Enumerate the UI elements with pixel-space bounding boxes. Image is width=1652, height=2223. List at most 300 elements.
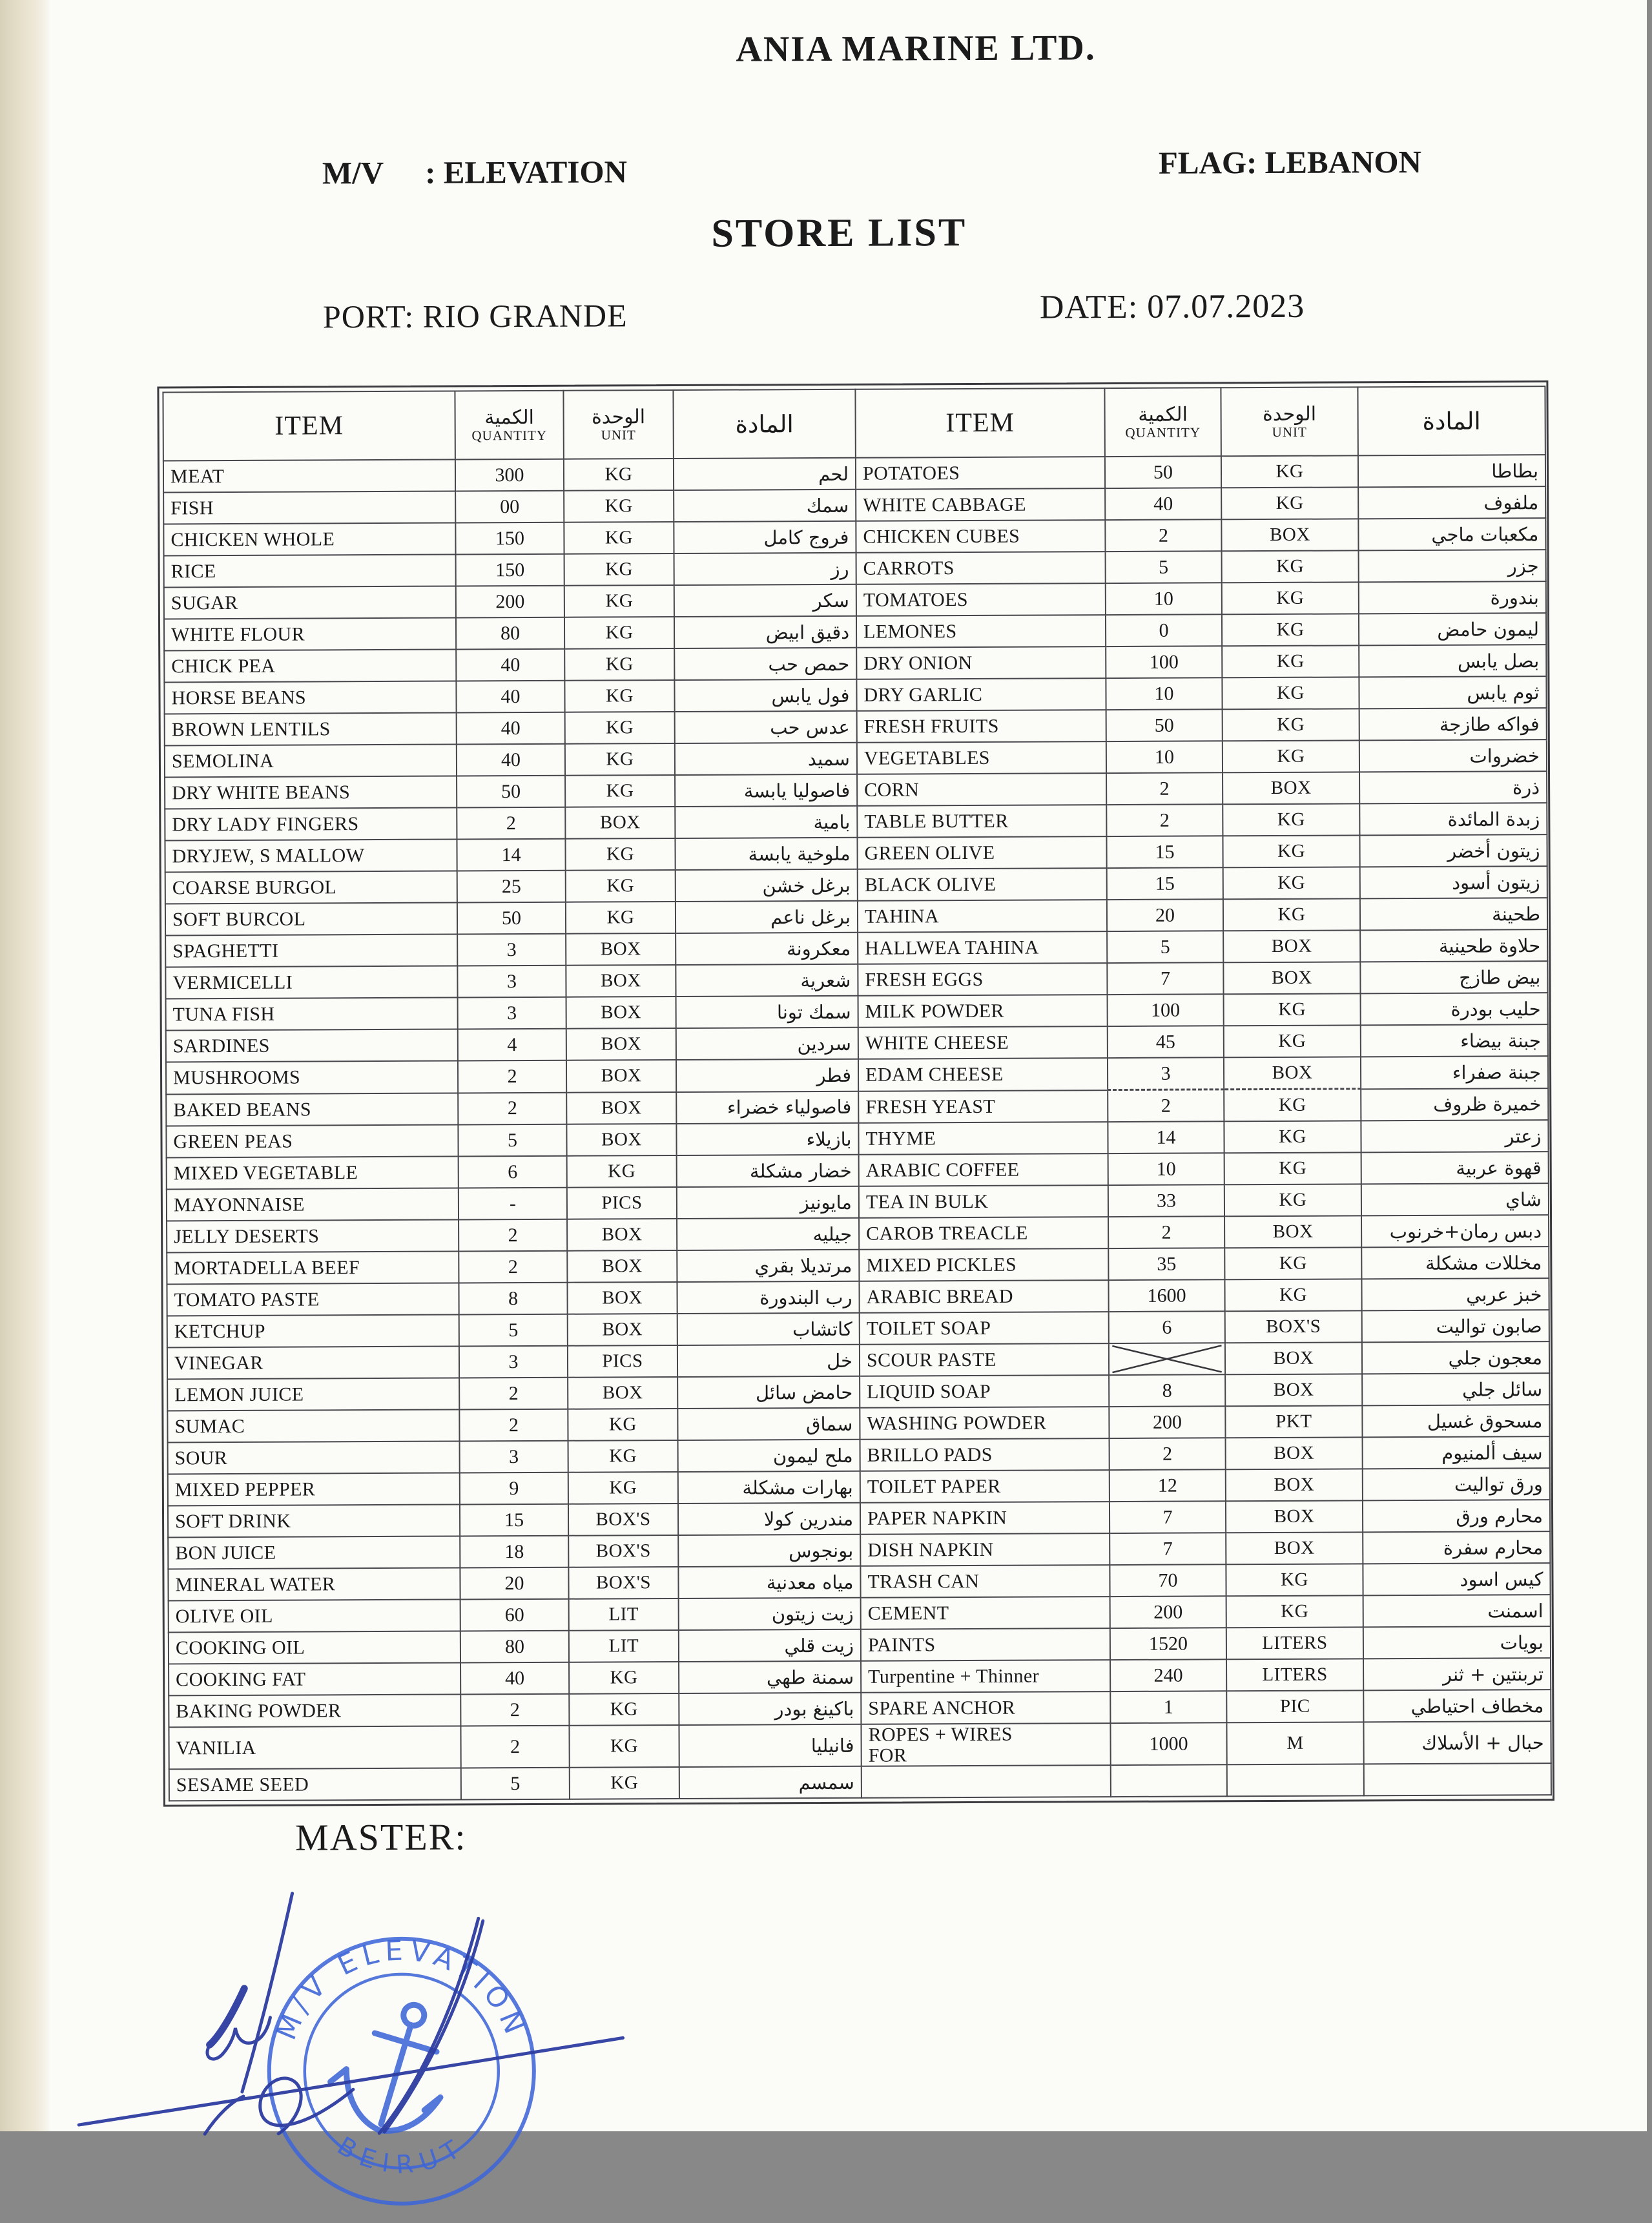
quantity-cell: 40 — [460, 1662, 569, 1695]
item-cell: MORTADELLA BEEF — [167, 1251, 459, 1284]
unit-cell: BOX — [565, 807, 675, 839]
unit-cell: KG — [569, 1693, 679, 1726]
header-quantity-english: QUANTITY — [1125, 424, 1201, 440]
unit-cell: KG — [568, 1472, 678, 1504]
material-arabic-cell: زعتر — [1361, 1120, 1548, 1152]
unit-cell: BOX'S — [568, 1535, 678, 1567]
material-arabic-cell: قهوة عربية — [1361, 1152, 1549, 1184]
material-arabic-cell: طحينة — [1360, 898, 1547, 930]
quantity-cell: 10 — [1106, 741, 1223, 773]
quantity-cell: 100 — [1106, 646, 1222, 678]
item-cell: WHITE FLOUR — [164, 617, 456, 650]
quantity-cell: 9 — [460, 1473, 568, 1505]
unit-cell: KG — [1226, 1595, 1363, 1628]
signature-stroke — [242, 1894, 293, 2092]
item-cell: SUMAC — [167, 1409, 459, 1442]
quantity-cell — [1111, 1764, 1227, 1797]
item-cell: SOFT DRINK — [168, 1504, 460, 1537]
item-cell: TABLE BUTTER — [857, 805, 1106, 838]
unit-cell: BOX — [567, 1250, 677, 1283]
material-arabic-cell: سمنة طهي — [679, 1661, 861, 1693]
quantity-cell: 80 — [456, 617, 564, 650]
quantity-cell: 5 — [1106, 551, 1222, 583]
unit-cell: BOX — [567, 1219, 677, 1251]
unit-cell: BOX — [1224, 1057, 1361, 1089]
material-arabic-cell: سمك تونا — [676, 996, 858, 1028]
material-arabic-cell: سائل جلي — [1362, 1373, 1549, 1405]
unit-cell: BOX — [1226, 1437, 1363, 1469]
unit-cell: KG — [1224, 1247, 1361, 1279]
quantity-cell: 2 — [1108, 1216, 1224, 1248]
material-arabic-cell — [1364, 1763, 1551, 1795]
material-arabic-cell: سمسم — [679, 1766, 862, 1799]
unit-cell: KG — [1224, 1025, 1361, 1057]
unit-cell: BOX — [566, 1028, 676, 1060]
quantity-cell: 3 — [1108, 1057, 1224, 1090]
item-cell: BON JUICE — [168, 1536, 460, 1569]
item-cell: BAKED BEANS — [166, 1093, 458, 1126]
master-signature — [3, 1841, 715, 2135]
unit-cell: BOX — [566, 997, 676, 1029]
header-item-right: ITEM — [855, 388, 1104, 458]
quantity-cell: 35 — [1108, 1248, 1224, 1280]
unit-cell: BOX — [1225, 1342, 1362, 1374]
quantity-cell: 3 — [457, 934, 566, 966]
item-cell: SPARE ANCHOR — [861, 1691, 1110, 1724]
unit-cell: KG — [1222, 645, 1359, 677]
quantity-cell: 3 — [457, 966, 566, 998]
item-cell: CARROTS — [856, 552, 1106, 584]
unit-cell: BOX — [1223, 930, 1360, 962]
item-cell: SOFT BURCOL — [165, 902, 457, 935]
material-arabic-cell: رز — [674, 553, 856, 585]
material-arabic-cell: دقيق ابيض — [674, 616, 856, 648]
quantity-cell: 2 — [459, 1219, 567, 1252]
unit-cell: M — [1226, 1722, 1363, 1764]
item-cell: DISH NAPKIN — [860, 1533, 1110, 1566]
material-arabic-cell: جبنة صفراء — [1361, 1056, 1548, 1089]
header-item-left: ITEM — [163, 391, 455, 460]
material-arabic-cell: شعرية — [676, 964, 858, 997]
quantity-cell: 100 — [1108, 994, 1224, 1026]
item-cell: DRYJEW, S MALLOW — [165, 839, 457, 872]
unit-cell: BOX — [1223, 962, 1360, 994]
unit-cell: KG — [565, 775, 675, 807]
item-cell: ARABIC BREAD — [859, 1280, 1108, 1313]
stamp-top-text: M/V ELEVATION — [270, 1934, 533, 2045]
unit-cell: PICS — [567, 1187, 677, 1219]
signature-stroke — [260, 2078, 354, 2133]
material-arabic-cell: مندرين كولا — [678, 1503, 860, 1535]
quantity-cell: 70 — [1110, 1564, 1226, 1597]
quantity-cell: 2 — [1106, 804, 1223, 836]
quantity-cell: 0 — [1106, 614, 1222, 646]
quantity-cell: 1 — [1110, 1691, 1226, 1723]
item-cell: TOILET PAPER — [860, 1470, 1110, 1503]
item-cell: VEGETABLES — [857, 741, 1106, 774]
item-cell: RICE — [164, 554, 456, 587]
unit-cell: BOX — [1223, 772, 1359, 804]
unit-cell: LIT — [569, 1598, 679, 1631]
quantity-cell: 200 — [456, 586, 564, 618]
unit-cell: KG — [564, 522, 674, 554]
item-cell: PAINTS — [861, 1628, 1110, 1661]
material-arabic-cell: مخطاف احتياطي — [1363, 1690, 1551, 1722]
material-arabic-cell: بطاطا — [1358, 455, 1545, 487]
unit-cell: KG — [1222, 550, 1359, 583]
quantity-cell: 2 — [458, 1092, 566, 1124]
item-cell: BAKING POWDER — [169, 1694, 460, 1727]
unit-cell: KG — [569, 1662, 679, 1694]
quantity-cell: 2 — [460, 1694, 569, 1726]
item-cell: MIXED VEGETABLE — [167, 1156, 459, 1189]
unit-cell: KG — [1224, 1184, 1361, 1216]
unit-cell: KG — [564, 459, 674, 491]
quantity-cell: 3 — [459, 1346, 568, 1378]
quantity-cell: 40 — [457, 712, 565, 745]
port-line: PORT: RIO GRANDE — [322, 297, 628, 335]
unit-cell: KG — [1226, 1564, 1363, 1596]
unit-cell: KG — [1221, 455, 1358, 488]
header-material-left: المادة — [673, 389, 855, 459]
unit-cell: KG — [568, 1409, 677, 1441]
material-arabic-cell: محارم سفرة — [1363, 1531, 1550, 1564]
unit-cell: KG — [1223, 898, 1360, 931]
unit-cell: BOX — [566, 933, 676, 966]
material-arabic-cell: ملوخية يابسة — [675, 838, 857, 870]
quantity-cell: 45 — [1108, 1026, 1224, 1058]
item-cell: WHITE CABBAGE — [856, 488, 1105, 521]
material-arabic-cell: فاصوليا يابسة — [675, 774, 857, 807]
material-arabic-cell: باكينغ بودر — [679, 1693, 861, 1725]
material-arabic-cell: خضروات — [1359, 739, 1547, 772]
stamp-bottom-text: BEIRUT — [332, 2131, 472, 2180]
unit-cell: PICS — [568, 1345, 677, 1378]
material-arabic-cell: كاتشاب — [677, 1313, 860, 1345]
quantity-cell: 1000 — [1110, 1722, 1226, 1765]
material-arabic-cell: ذرة — [1359, 771, 1547, 803]
svg-text:BEIRUT — [332, 2131, 472, 2180]
quantity-cell: 4 — [458, 1029, 566, 1061]
item-cell: MEAT — [163, 459, 455, 492]
quantity-cell: 2 — [459, 1251, 567, 1283]
unit-cell: KG — [568, 1440, 678, 1473]
material-arabic-cell: معكرونة — [676, 933, 858, 965]
material-arabic-cell: بصل يابس — [1359, 645, 1546, 677]
quantity-cell: 2 — [1108, 1090, 1224, 1122]
quantity-cell: 10 — [1106, 677, 1222, 710]
item-cell: DRY ONION — [856, 646, 1106, 679]
material-arabic-cell: حمص حب — [674, 648, 856, 680]
unit-cell: KG — [1222, 614, 1359, 646]
unit-cell: BOX — [1226, 1532, 1363, 1564]
quantity-cell: 8 — [459, 1283, 567, 1315]
material-arabic-cell: فواكه طازجة — [1359, 708, 1547, 740]
quantity-cell: 50 — [457, 902, 566, 935]
item-cell: VERMICELLI — [165, 966, 457, 998]
item-cell: LIQUID SOAP — [860, 1375, 1109, 1408]
material-arabic-cell: فروج كامل — [674, 521, 856, 553]
quantity-cell: 20 — [1107, 899, 1223, 931]
item-cell: GREEN OLIVE — [857, 836, 1106, 869]
material-arabic-cell: خضار مشكلة — [677, 1155, 859, 1187]
signature-stroke — [378, 1918, 479, 2133]
quantity-cell: 15 — [460, 1504, 568, 1536]
unit-cell: KG — [1223, 708, 1359, 741]
unit-cell: BOX — [566, 1124, 676, 1156]
material-arabic-cell: شاي — [1361, 1183, 1549, 1215]
item-cell: BRILLO PADS — [860, 1438, 1110, 1471]
material-arabic-cell: ملفوف — [1358, 486, 1545, 519]
unit-cell: BOX'S — [568, 1567, 678, 1599]
item-cell: JELLY DESERTS — [167, 1219, 459, 1252]
material-arabic-cell: زيت قلي — [679, 1629, 861, 1662]
item-cell: TOMATOES — [856, 583, 1106, 616]
material-arabic-cell: بويات — [1363, 1626, 1551, 1659]
item-cell: TOILET SOAP — [860, 1312, 1109, 1345]
unit-cell: LITERS — [1226, 1627, 1363, 1659]
quantity-cell: 2 — [1110, 1438, 1226, 1470]
item-cell: CHICK PEA — [164, 649, 456, 682]
table-row — [169, 1721, 1551, 1769]
material-arabic-cell: فانيليا — [679, 1724, 861, 1767]
header-unit-arabic: الوحدة — [1263, 402, 1317, 426]
quantity-cell: 60 — [460, 1599, 569, 1631]
unit-cell: KG — [564, 490, 674, 522]
material-arabic-cell: مخللات مشكلة — [1361, 1246, 1549, 1279]
item-cell: ARABIC COFFEE — [859, 1153, 1108, 1186]
item-cell: FRESH YEAST — [858, 1090, 1108, 1123]
material-arabic-cell: بهارات مشكلة — [678, 1471, 860, 1504]
unit-cell: BOX — [567, 1282, 677, 1314]
material-arabic-cell: عدس حب — [675, 711, 857, 743]
unit-cell: KG — [570, 1767, 679, 1799]
quantity-cell: 200 — [1110, 1596, 1226, 1628]
quantity-cell: 18 — [460, 1536, 568, 1568]
quantity-cell: 40 — [457, 744, 565, 776]
item-cell: KETCHUP — [167, 1314, 459, 1347]
material-arabic-cell: زيتون أسود — [1360, 866, 1547, 898]
crossed-out-mark — [1110, 1343, 1224, 1374]
item-cell: TOMATO PASTE — [167, 1283, 459, 1316]
unit-cell: KG — [565, 743, 675, 776]
header-quantity-arabic: الكمية — [484, 406, 534, 429]
material-arabic-cell: بونجوس — [678, 1535, 860, 1567]
unit-cell: BOX — [566, 1091, 676, 1124]
unit-cell: KG — [564, 553, 674, 586]
item-cell: LEMON JUICE — [167, 1378, 459, 1411]
quantity-cell: 7 — [1110, 1501, 1226, 1533]
item-cell: SPAGHETTI — [165, 934, 457, 967]
material-arabic-cell: سردين — [676, 1028, 858, 1060]
header-quantity-right — [1104, 388, 1221, 457]
unit-cell: LIT — [569, 1630, 679, 1662]
header-unit-arabic: الوحدة — [592, 406, 646, 429]
quantity-cell: 40 — [1105, 488, 1221, 520]
unit-cell: BOX'S — [568, 1504, 678, 1536]
material-arabic-cell: فول يابس — [674, 679, 856, 712]
quantity-cell: 50 — [457, 776, 565, 808]
quantity-cell: 150 — [456, 554, 564, 586]
item-cell: MIXED PEPPER — [168, 1473, 460, 1505]
item-cell: SOUR — [168, 1441, 460, 1474]
material-arabic-cell: سميد — [675, 743, 857, 775]
item-cell: DRY WHITE BEANS — [165, 776, 457, 809]
quantity-cell: 12 — [1110, 1469, 1226, 1502]
item-cell: MILK POWDER — [858, 995, 1108, 1028]
unit-cell: KG — [1223, 867, 1360, 899]
material-arabic-cell: ليمون حامض — [1359, 613, 1546, 645]
material-arabic-cell: لحم — [674, 458, 856, 490]
unit-cell: PIC — [1226, 1690, 1363, 1722]
item-cell: DRY GARLIC — [856, 678, 1106, 711]
item-cell: BROWN LENTILS — [165, 712, 457, 745]
quantity-cell: 20 — [460, 1567, 568, 1600]
item-cell: WASHING POWDER — [860, 1407, 1109, 1440]
quantity-cell: 1600 — [1108, 1279, 1224, 1312]
quantity-cell: 10 — [1106, 583, 1222, 615]
quantity-cell: 7 — [1110, 1533, 1226, 1565]
item-cell: ROPES + WIRES FOR — [861, 1723, 1110, 1766]
item-cell: TRASH CAN — [860, 1565, 1110, 1598]
table-header-row — [163, 386, 1545, 460]
material-arabic-cell: ملح ليمون — [678, 1440, 860, 1472]
item-cell: LEMONES — [856, 615, 1106, 648]
material-arabic-cell: برغل خشن — [676, 869, 858, 902]
unit-cell: KG — [1223, 803, 1359, 836]
item-cell: SESAME SEED — [169, 1768, 461, 1801]
quantity-cell — [1109, 1343, 1225, 1375]
unit-cell: KG — [564, 648, 674, 681]
material-arabic-cell: حليب بودرة — [1361, 993, 1548, 1025]
item-cell: SUGAR — [164, 586, 456, 619]
item-cell: CHICKEN CUBES — [856, 520, 1105, 553]
unit-cell: KG — [1222, 677, 1359, 709]
quantity-cell: 40 — [456, 649, 564, 681]
store-table-body — [163, 455, 1551, 1801]
item-cell: CHICKEN WHOLE — [163, 522, 455, 555]
unit-cell: BOX — [1226, 1500, 1363, 1533]
unit-cell: BOX — [566, 965, 676, 997]
item-cell: HALLWEA TAHINA — [858, 931, 1107, 964]
unit-cell: KG — [1224, 993, 1361, 1026]
quantity-cell: 50 — [1105, 456, 1221, 488]
item-cell: CAROB TREACLE — [859, 1217, 1108, 1250]
item-cell: FRESH EGGS — [858, 963, 1107, 996]
quantity-cell: 2 — [458, 1060, 566, 1093]
quantity-cell: 3 — [460, 1441, 568, 1473]
unit-cell: KG — [1222, 582, 1359, 614]
material-arabic-cell: محارم ورق — [1363, 1500, 1550, 1532]
item-cell: COOKING FAT — [169, 1662, 460, 1695]
item-cell: DRY LADY FINGERS — [165, 807, 457, 840]
quantity-cell: 200 — [1109, 1406, 1225, 1438]
material-arabic-cell: معجون جلي — [1362, 1341, 1549, 1374]
material-arabic-cell: خل — [677, 1345, 860, 1377]
unit-cell: KG — [1223, 740, 1359, 772]
material-arabic-cell: جزر — [1359, 550, 1546, 582]
quantity-cell: 240 — [1110, 1659, 1226, 1691]
quantity-cell: 150 — [455, 522, 564, 555]
quantity-cell: 15 — [1107, 867, 1223, 900]
unit-cell: KG — [569, 1725, 679, 1768]
unit-cell: KG — [564, 680, 674, 712]
quantity-cell: 15 — [1106, 836, 1223, 868]
quantity-cell: 14 — [457, 839, 565, 871]
material-arabic-cell: رب البندورة — [677, 1281, 859, 1314]
quantity-cell: 50 — [1106, 709, 1223, 741]
material-arabic-cell: بازيلاء — [676, 1123, 858, 1155]
material-arabic-cell: خميرة ظروف — [1361, 1088, 1548, 1121]
unit-cell: BOX — [1226, 1469, 1363, 1501]
store-table — [157, 380, 1554, 1806]
item-cell: PAPER NAPKIN — [860, 1502, 1110, 1535]
date-line: DATE: 07.07.2023 — [1039, 287, 1305, 326]
unit-cell: KG — [1224, 1121, 1361, 1153]
material-arabic-cell: دبس رمان+خرنوب — [1361, 1215, 1549, 1247]
signature-stroke — [79, 2038, 624, 2125]
material-arabic-cell: مياه معدنية — [678, 1566, 860, 1598]
item-cell: SCOUR PASTE — [860, 1343, 1109, 1376]
unit-cell: KG — [565, 712, 675, 744]
material-arabic-cell: مايونيز — [677, 1186, 859, 1219]
material-arabic-cell: سيف ألمنيوم — [1363, 1436, 1550, 1469]
master-label: MASTER: — [295, 1815, 467, 1859]
header-unit-right — [1221, 387, 1358, 456]
material-arabic-cell: تربنتين + ثنر — [1363, 1658, 1551, 1690]
unit-cell: KG — [564, 617, 674, 649]
item-cell: COARSE BURGOL — [165, 871, 457, 904]
quantity-cell: 40 — [456, 681, 564, 713]
item-cell: MUSHROOMS — [166, 1060, 458, 1093]
material-arabic-cell: خبز عربي — [1361, 1278, 1549, 1310]
quantity-cell: 1520 — [1110, 1628, 1226, 1660]
material-arabic-cell: حامض سائل — [677, 1376, 860, 1409]
quantity-cell: 2 — [459, 1409, 568, 1442]
material-arabic-cell: اسمنت — [1363, 1595, 1551, 1627]
unit-cell: KG — [1224, 1279, 1361, 1311]
header-quantity-left — [455, 391, 563, 460]
unit-cell: PKT — [1225, 1405, 1362, 1438]
page-title: STORE LIST — [711, 211, 967, 256]
material-arabic-cell: كيس اسود — [1363, 1563, 1550, 1595]
item-cell: TEA IN BULK — [859, 1185, 1108, 1218]
material-arabic-cell: زيت زيتون — [679, 1598, 861, 1630]
header-unit-english: UNIT — [601, 426, 636, 443]
material-arabic-cell: جيليه — [677, 1218, 859, 1250]
material-arabic-cell: حلاوة طحينية — [1360, 929, 1547, 962]
material-arabic-cell: بامية — [675, 806, 857, 838]
header-quantity-english: QUANTITY — [471, 427, 548, 444]
material-arabic-cell: جبنة بيضاء — [1361, 1024, 1548, 1057]
material-arabic-cell: فطر — [676, 1059, 858, 1092]
quantity-cell: 5 — [458, 1124, 566, 1157]
unit-cell: LITERS — [1226, 1659, 1363, 1691]
quantity-cell: 300 — [455, 459, 564, 491]
item-cell: VINEGAR — [167, 1346, 459, 1379]
header-unit-english: UNIT — [1272, 424, 1307, 440]
unit-cell: KG — [1224, 1152, 1361, 1184]
unit-cell: KG — [564, 585, 674, 617]
item-cell: VANILIA — [169, 1726, 460, 1769]
flag-line: FLAG: LEBANON — [1158, 143, 1422, 181]
quantity-cell: 2 — [459, 1378, 568, 1410]
item-cell: WHITE CHEESE — [858, 1026, 1108, 1059]
item-cell: OLIVE OIL — [169, 1599, 460, 1632]
material-arabic-cell: مرتديلا بقري — [677, 1250, 859, 1282]
unit-cell: KG — [566, 902, 676, 934]
item-cell: HORSE BEANS — [164, 681, 456, 714]
